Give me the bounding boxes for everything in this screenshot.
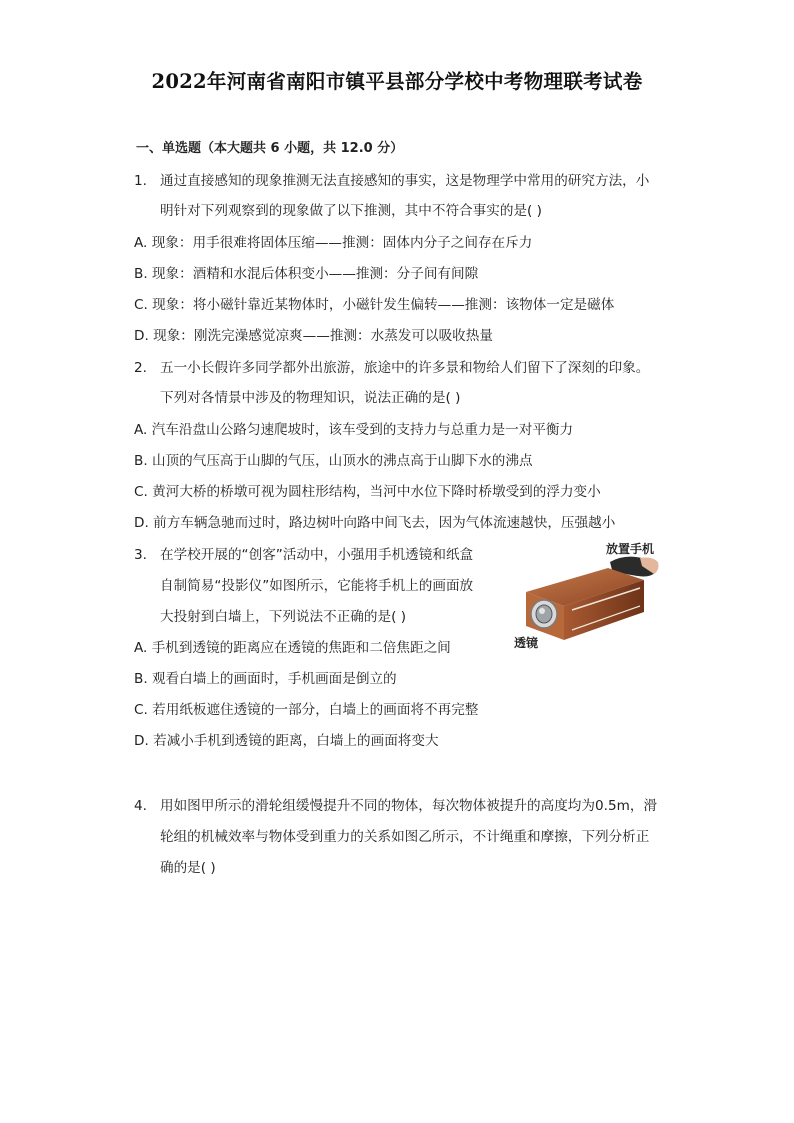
- question-1-number: 1.: [134, 173, 147, 189]
- question-3-stem-2: 自制简易“投影仪”如图所示，它能将手机上的画面放: [160, 578, 474, 594]
- question-2-stem-2: 下列对各情景中涉及的物理知识，说法正确的是( ): [160, 390, 461, 406]
- question-3-option-a: A. 手机到透镜的距离应在透镜的焦距和二倍焦距之间: [134, 640, 451, 656]
- question-3-stem-1: 在学校开展的“创客”活动中，小强用手机透镜和纸盒: [160, 547, 474, 563]
- question-2-option-b: B. 山顶的气压高于山脚的气压，山顶水的沸点高于山脚下水的沸点: [134, 453, 533, 469]
- question-4-number: 4.: [134, 798, 147, 814]
- question-2-number: 2.: [134, 360, 147, 376]
- question-1-stem-1: 通过直接感知的现象推测无法直接感知的事实，这是物理学中常用的研究方法，小: [160, 173, 650, 189]
- section-heading: 一、单选题（本大题共 6 小题，共 12.0 分）: [136, 141, 404, 156]
- question-3-option-c: C. 若用纸板遮住透镜的一部分，白墙上的画面将不再完整: [134, 702, 479, 718]
- question-1-line-1: [134, 171, 649, 191]
- question-1-stem-2: 明针对下列观察到的现象做了以下推测，其中不符合事实的是( ): [160, 203, 542, 219]
- question-1-option-a: A. 现象：用手很难将固体压缩——推测：固体内分子之间存在斥力: [134, 235, 533, 251]
- question-2-stem-1: 五一小长假许多同学都外出旅游，旅途中的许多景和物给人们留下了深刻的印象。: [160, 360, 650, 376]
- question-2-line-1: [134, 358, 649, 378]
- projector-figure: [512, 540, 662, 652]
- figure-label-phone: 放置手机: [606, 542, 655, 556]
- question-3-option-d: D. 若减小手机到透镜的距离，白墙上的画面将变大: [134, 733, 439, 749]
- question-2-option-c: C. 黄河大桥的桥墩可视为圆柱形结构，当河中水位下降时桥墩受到的浮力变小: [134, 484, 601, 500]
- question-3-line-1: [134, 545, 473, 565]
- question-4-stem-2: 轮组的机械效率与物体受到重力的关系如图乙所示，不计绳重和摩擦，下列分析正: [160, 829, 650, 845]
- question-4-line-1: [134, 796, 657, 816]
- question-2-option-a: A. 汽车沿盘山公路匀速爬坡时，该车受到的支持力与总重力是一对平衡力: [134, 422, 574, 438]
- question-3-number: 3.: [134, 547, 147, 563]
- question-4-stem-1: 用如图甲所示的滑轮组缓慢提升不同的物体，每次物体被提升的高度均为0.5m，滑: [160, 798, 658, 814]
- question-4-stem-3: 确的是( ): [160, 860, 216, 876]
- question-3-stem-3: 大投射到白墙上，下列说法不正确的是( ): [160, 609, 407, 625]
- figure-label-lens: 透镜: [514, 636, 539, 650]
- question-1-option-b: B. 现象：酒精和水混后体积变小——推测：分子间有间隙: [134, 266, 479, 282]
- question-3-option-b: B. 观看白墙上的画面时，手机画面是倒立的: [134, 671, 397, 687]
- question-2-option-d: D. 前方车辆急驰而过时，路边树叶向路中间飞去，因为气体流速越快，压强越小: [134, 515, 616, 531]
- question-1-option-c: C. 现象：将小磁针靠近某物体时，小磁针发生偏转——推测：该物体一定是磁体: [134, 297, 615, 313]
- question-1-option-d: D. 现象：刚洗完澡感觉凉爽——推测：水蒸发可以吸收热量: [134, 328, 493, 344]
- page-title: 2022年河南省南阳市镇平县部分学校中考物理联考试卷: [151, 70, 643, 93]
